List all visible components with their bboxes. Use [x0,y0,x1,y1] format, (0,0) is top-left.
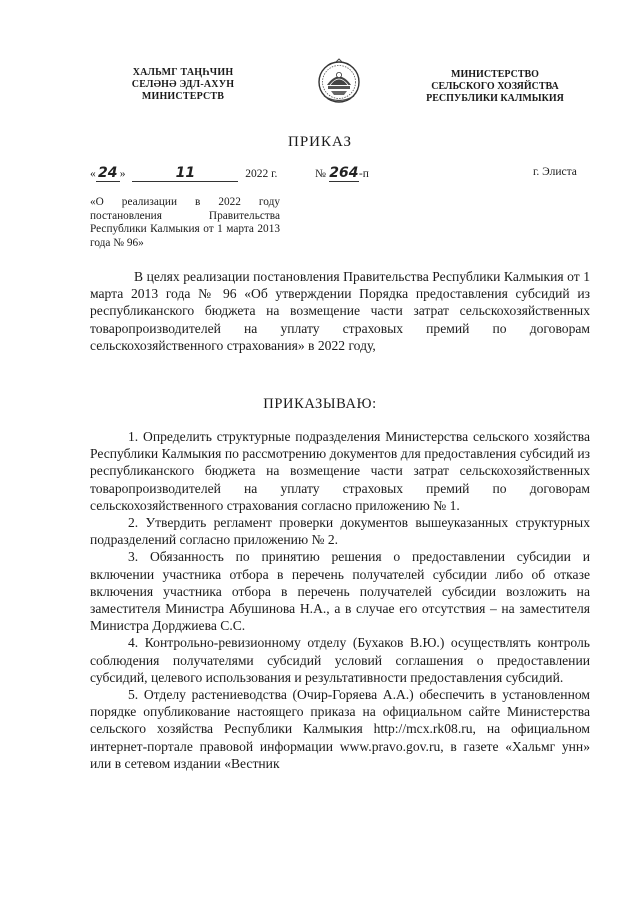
date-year: 2022 г. [245,168,278,180]
number-prefix: № [315,168,326,180]
orders-heading: ПРИКАЗЫВАЮ: [263,396,377,412]
order-item: 4. Контрольно-ревизионному отделу (Бухаков В.Ю.) осуществлять контроль соблюдения получателями субсидий условий соглашения о предоставлении субсидий, целевого использования и результативности предоставления субсидий. [90,635,590,685]
header-left-ministry-name-kalmyk [108,67,258,103]
header-left-line: СЕЛӘНӘ ЭДЛ-АХУН [131,79,235,90]
date-quote-open: « [90,168,96,180]
kalmykia-emblem-icon [316,58,362,108]
header-right-line: РЕСПУБЛИКИ КАЛМЫКИЯ [426,93,564,104]
order-item: 3. Обязанность по принятию решения о предоставлении субсидии и включении участника отбора в перечень получателей субсидии либо об отказе включения участника отбора в перечень получателей субсидии возложить на заместителя Министра Абушинова Н.А., а в случае его отсутствия – на заместителя Министра Дорджиева С.С. [90,549,590,634]
number-handwritten: 264 [329,165,359,181]
document-title: ПРИКАЗ [288,134,352,150]
date-month-handwritten: 11 [175,165,196,181]
preamble-paragraph: В целях реализации постановления Правительства Республики Калмыкия от 1 марта 2013 года № 96 «Об утверждении Порядка предоставления субсидий из республиканского бюджета на возмещение части затрат сельскохозяйственных товаропроизводителей на уплату страховых премий по договорам сельскохозяйственного страхования» в 2022 году, [90,269,590,353]
date-quote-close: » [119,168,126,180]
order-item: 1. Определить структурные подразделения Министерства сельского хозяйства Республики Калмыкия по рассмотрению документов для предоставления субсидий из республиканского бюджета на возмещение части затрат сельскохозяйственных товаропроизводителей на уплату страховых премий по договорам сельскохозяйственного страхования согласно приложению № 1. [90,429,590,513]
header-right-line: МИНИСТЕРСТВО [451,69,539,80]
document-city: г. Элиста [533,166,577,178]
order-item: 5. Отделу растениеводства (Очир-Горяева А.А.) обеспечить в установленном порядке опубликование настоящего приказа на официальном сайте Министерства сельского хозяйства Республики Калмыкия http://mcx.rk08.ru, на официальном интернет-портале правовой информации www.pravo.gov.ru, в газете «Хальмг унн» или в сетевом издании «Вестник [90,687,590,771]
order-items-list [90,428,590,772]
number-suffix: -п [358,168,369,180]
document-number [315,166,369,182]
order-item: 2. Утвердить регламент проверки документов вышеуказанных структурных подразделений согласно приложению № 2. [90,515,590,548]
header-right-ministry-name-russian [420,69,570,105]
header-right-line: СЕЛЬСКОГО ХОЗЯЙСТВА [431,81,559,92]
header-left-line: ХАЛЬМГ ТАҢҺЧИН [132,67,234,78]
date-day-handwritten: 24 [98,165,118,181]
header-left-line: МИНИСТЕРСТВ [141,91,225,102]
document-subject: «О реализации в 2022 году постановления Правительства Республики Калмыкия от 1 марта 2013 года № 96» [90,196,280,249]
document-date [90,166,277,182]
